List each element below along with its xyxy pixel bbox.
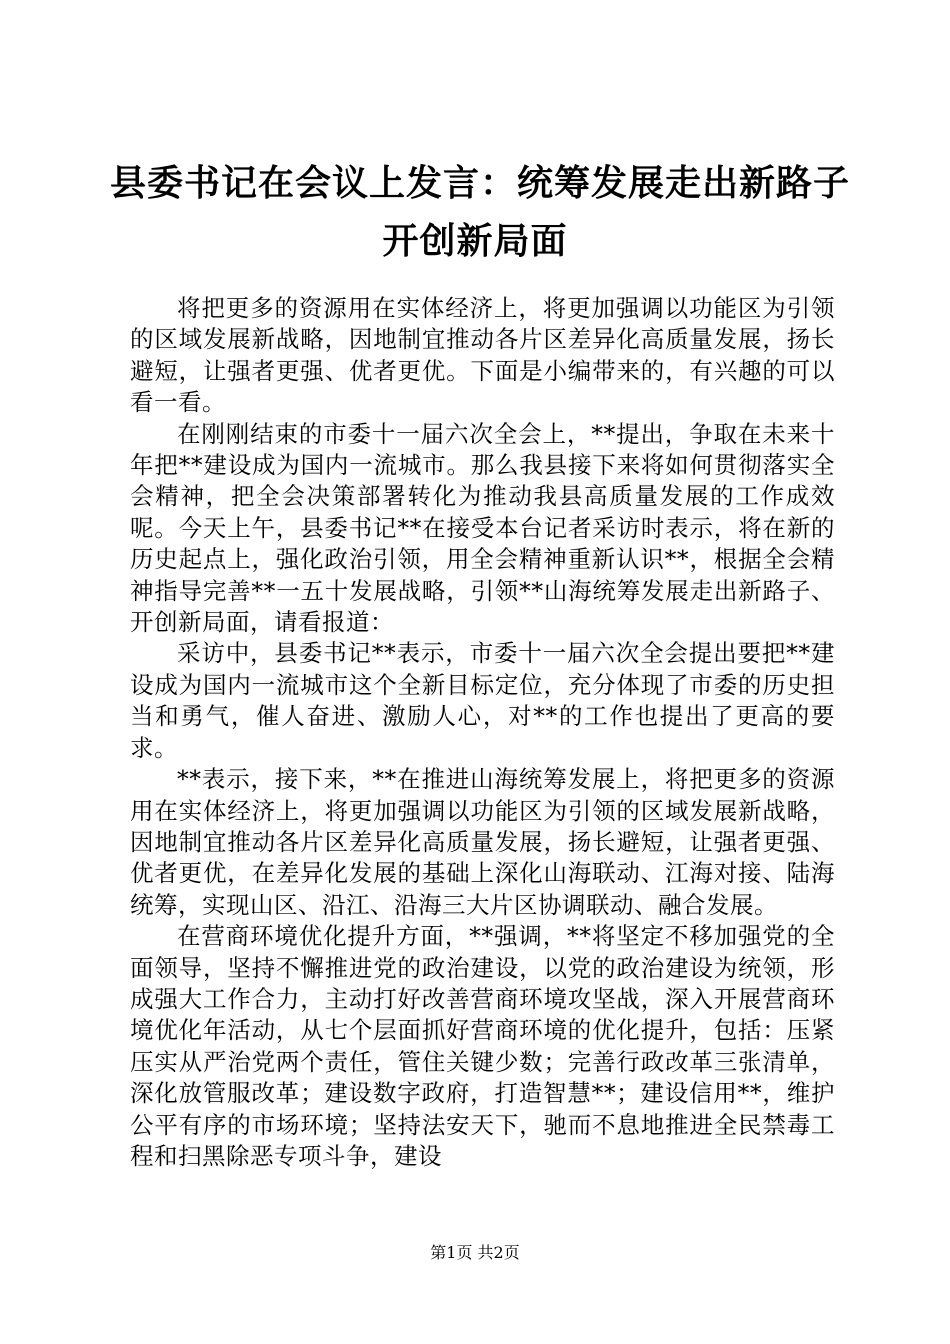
paragraph: 采访中，县委书记**表示，市委十一届六次全会提出要把**建设成为国内一流城市这个全新目标定位，充分体现了市委的历史担当和勇气，催人奋进、激励人心，对**的工作也提出了更高的要求。 [130, 639, 835, 762]
document-body [130, 293, 835, 1172]
paragraph: **表示，接下来，**在推进山海统筹发展上，将把更多的资源用在实体经济上，将更加强调以功能区为引领的区域发展新战略，因地制宜推动各片区差异化高质量发展，扬长避短，让强者更强、优者更优，在差异化发展的基础上深化山海联动、江海对接、陆海统筹，实现山区、沿江、沿海三大片区协调联动、融合发展。 [130, 765, 835, 919]
page-number-footer: 第1页 共2页 [430, 1243, 520, 1262]
paragraph: 将把更多的资源用在实体经济上，将更加强调以功能区为引领的区域发展新战略，因地制宜推动各片区差异化高质量发展，扬长避短，让强者更强、优者更优。下面是小编带来的，有兴趣的可以看一看。 [130, 294, 835, 417]
document-title-line-1: 县委书记在会议上发言：统筹发展走出新路子 [110, 163, 851, 204]
paragraph: 在刚刚结束的市委十一届六次全会上，**提出，争取在未来十年把**建设成为国内一流城市。那么我县接下来将如何贯彻落实全会精神，把全会决策部署转化为推动我县高质量发展的工作成效呢。今天上午，县委书记**在接受本台记者采访时表示，将在新的历史起点上，强化政治引领，用全会精神重新认识**，根据全会精神指导完善**一五十发展战略，引领**山海统筹发展走出新路子、开创新局面，请看报道： [130, 419, 835, 637]
document-title-line-2: 开创新局面 [382, 221, 568, 262]
paragraph: 在营商环境优化提升方面，**强调，**将坚定不移加强党的全面领导，坚持不懈推进党的政治建设，以党的政治建设为统领，形成强大工作合力，主动打好改善营商环境攻坚战，深入开展营商环境优化年活动，从七个层面抓好营商环境的优化提升，包括：压紧压实从严治党两个责任，管住关键少数；完善行政改革三张清单，深化放管服改革；建设数字政府，打造智慧**；建设信用**，维护公平有序的市场环境；坚持法安天下，驰而不息地推进全民禁毒工程和扫黑除恶专项斗争，建设 [130, 922, 835, 1170]
